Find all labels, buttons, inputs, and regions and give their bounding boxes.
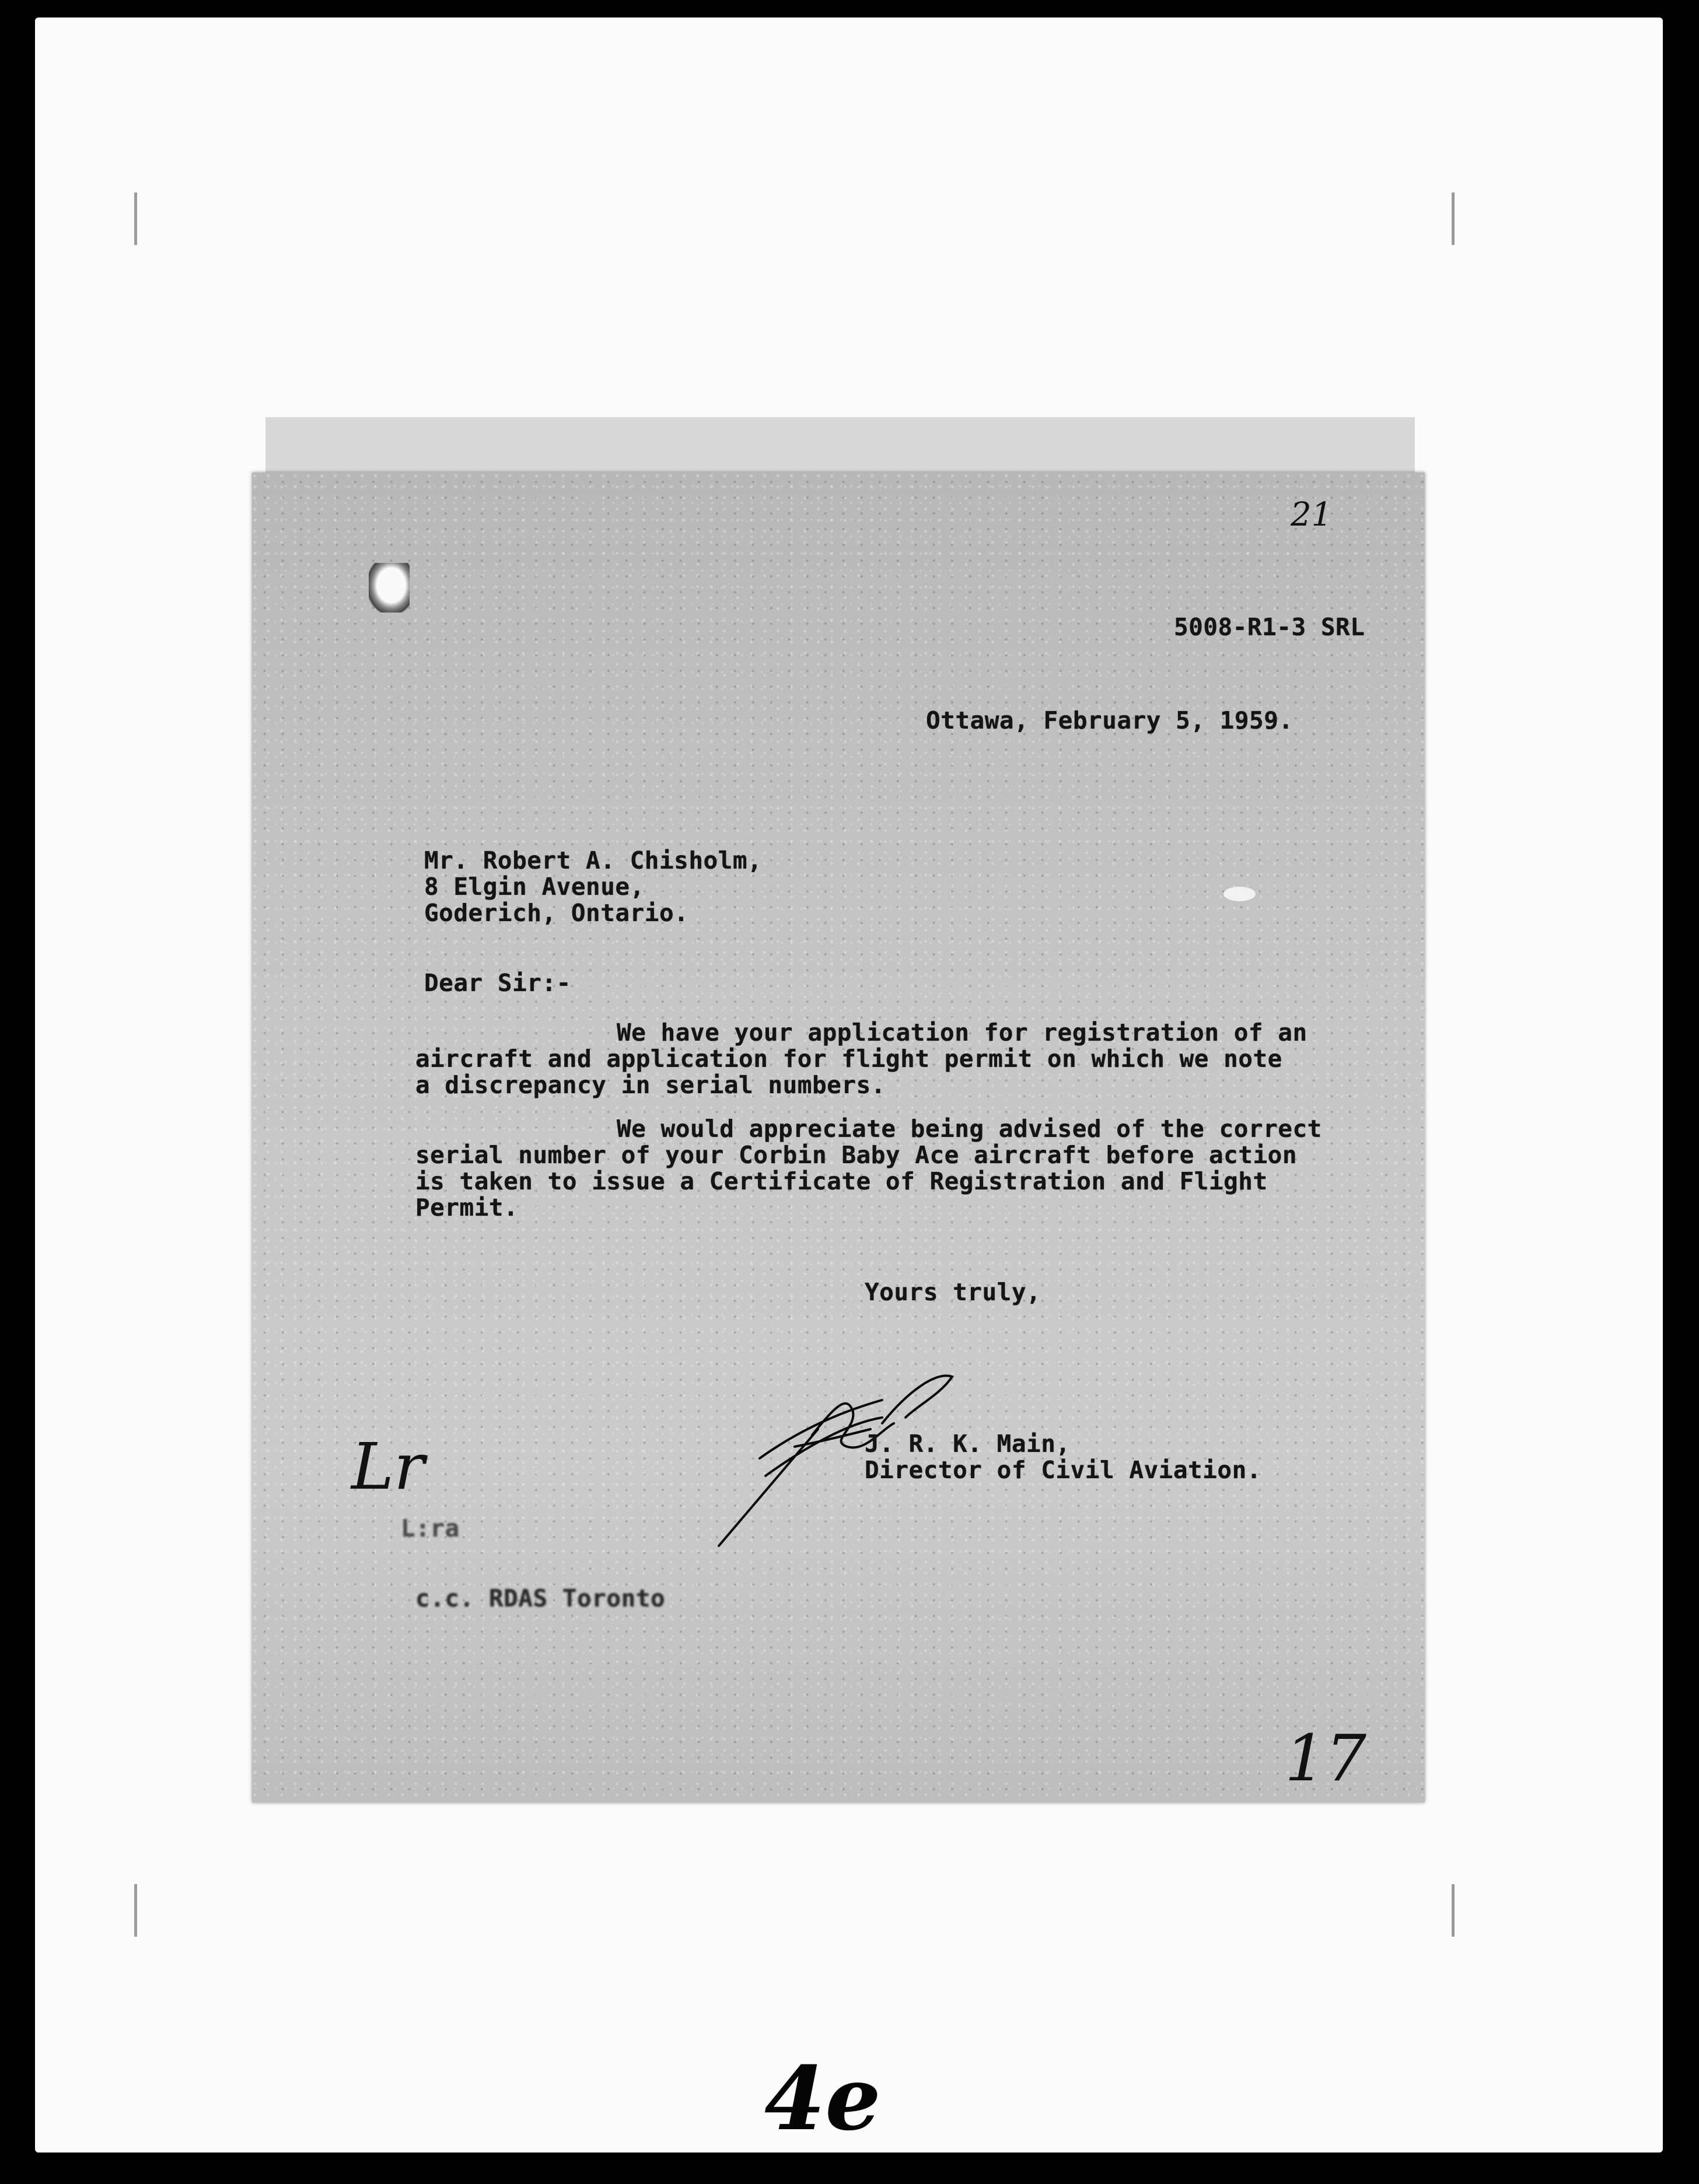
- initials-handwritten: Lr: [351, 1429, 425, 1504]
- crop-mark-bottom-right: [1441, 1884, 1455, 1937]
- paragraph-line: We would appreciate being advised of the correct: [617, 1115, 1322, 1143]
- folio-handwritten: 17: [1285, 1721, 1366, 1796]
- paper-speck: [1223, 887, 1256, 901]
- crop-mark-top-right: [1441, 192, 1455, 245]
- page-number-handwritten: 21: [1291, 496, 1333, 534]
- paragraph-line: a discrepancy in serial numbers.: [415, 1071, 886, 1099]
- letter-sheet: [252, 473, 1425, 1803]
- dateline: Ottawa, February 5, 1959.: [926, 706, 1294, 734]
- closing: Yours truly,: [865, 1278, 1041, 1306]
- paragraph-line: We have your application for registration of an: [617, 1019, 1308, 1046]
- paragraph-line: Permit.: [415, 1194, 519, 1222]
- bottom-handwritten-mark: 4e: [764, 2048, 881, 2150]
- typed-initials: L:ra: [401, 1514, 460, 1542]
- paragraph-line: serial number of your Corbin Baby Ace aircraft before action: [415, 1141, 1298, 1169]
- carbon-copy-line: c.c. RDAS Toronto: [415, 1584, 666, 1612]
- paragraph-line: aircraft and application for flight permit on which we note: [415, 1045, 1282, 1073]
- signatory-title: Director of Civil Aviation.: [865, 1456, 1261, 1484]
- recipient-street: 8 Elgin Avenue,: [424, 873, 645, 901]
- torn-hole: [369, 563, 410, 612]
- paragraph-line: is taken to issue a Certificate of Registration and Flight: [415, 1167, 1268, 1195]
- recipient-name: Mr. Robert A. Chisholm,: [424, 846, 763, 874]
- reference-number: 5008-R1-3 SRL: [1174, 613, 1365, 641]
- salutation: Dear Sir:-: [424, 969, 571, 997]
- crop-mark-top-left: [134, 192, 148, 245]
- recipient-city: Goderich, Ontario.: [424, 899, 689, 927]
- crop-mark-bottom-left: [134, 1884, 148, 1937]
- signatory-name: J. R. K. Main,: [865, 1430, 1071, 1458]
